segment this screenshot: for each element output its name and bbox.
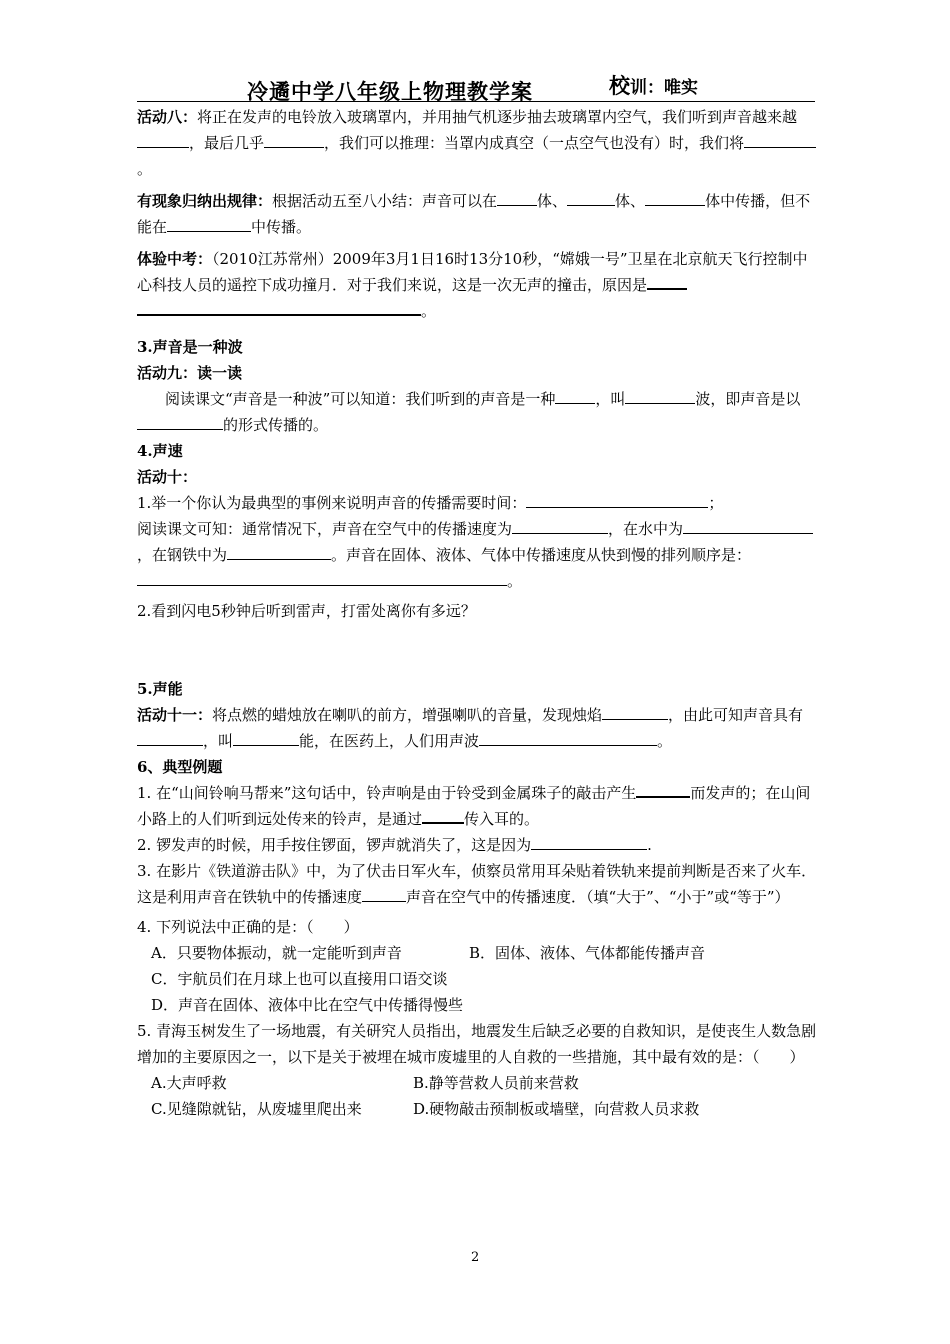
blank bbox=[137, 413, 223, 430]
page-number: 2 bbox=[471, 1250, 480, 1265]
blank bbox=[512, 517, 608, 534]
section-3-title: 3.声音是一种波 bbox=[137, 338, 243, 356]
content bbox=[137, 104, 817, 1122]
exam-question: 体验中考：（2010江苏常州）2009年3月1日16时13分10秒，“嫦娥一号”卫星在北京航天飞行控制中心科技人员的遥控下成功撞月．对于我们来说，这是一次无声的撞击，原因是 。 bbox=[137, 250, 808, 320]
section-3-text: 阅读课文“声音是一种波”可以知道：我们听到的声音是一种 ，叫 波，即声音是以的形式传播的。 bbox=[137, 386, 817, 438]
header-rule bbox=[137, 101, 815, 102]
activity-10-title: 活动十： bbox=[137, 468, 198, 486]
blank bbox=[137, 131, 189, 148]
blank bbox=[531, 833, 647, 850]
blank bbox=[744, 131, 816, 148]
header bbox=[137, 74, 817, 102]
example-5-options-ab: A.大声呼救 B.静等营救人员前来营救 bbox=[151, 1074, 579, 1092]
school-motto: 校训：唯实 bbox=[609, 73, 698, 98]
blank bbox=[137, 569, 507, 586]
activity-11: 活动十一：将点燃的蜡烛放在喇叭的前方，增强喇叭的音量，发现烛焰 ，由此可知声音具有，叫 能，在医药上，人们用声波 。 bbox=[137, 702, 817, 754]
section-5-title: 5.声能 bbox=[137, 680, 183, 698]
example-4-options-ab: A．只要物体振动，就一定能听到声音 B．固体、液体、气体都能传播声音 bbox=[151, 944, 706, 962]
blank bbox=[137, 729, 203, 746]
blank bbox=[497, 189, 537, 206]
blank bbox=[602, 703, 668, 720]
page-title: 冷遹中学八年级上物理教学案 bbox=[247, 79, 533, 104]
blank bbox=[137, 298, 421, 316]
blank bbox=[636, 780, 690, 798]
example-4-option-d: D．声音在固体、液体中比在空气中传播得慢些 bbox=[151, 996, 464, 1014]
blank bbox=[233, 729, 299, 746]
section-6-title: 6、典型例题 bbox=[137, 758, 223, 776]
example-5-options-cd: C.见缝隙就钻，从废墟里爬出来 D.硬物敲击预制板或墙壁，向营救人员求救 bbox=[151, 1100, 700, 1118]
blank bbox=[625, 387, 695, 404]
blank bbox=[555, 387, 595, 404]
rule-summary: 有现象归纳出规律：根据活动五至八小结：声音可以在 体、 体、 体中传播，但不能在 中传播。 bbox=[137, 188, 817, 240]
activity-8: 活动八：将正在发声的电铃放入玻璃罩内，并用抽气机逐步抽去玻璃罩内空气，我们听到声音越来越，最后几乎 ，我们可以推理：当罩内成真空（一点空气也没有）时，我们将。 bbox=[137, 104, 817, 182]
blank bbox=[264, 131, 324, 148]
example-3: 3. 在影片《铁道游击队》中，为了伏击日军火车，侦察员常用耳朵贴着铁轨来提前判断是否来了火车．这是利用声音在铁轨中的传播速度 声音在空气中的传播速度．（填“大于”、“小于”或“等于”） bbox=[137, 862, 817, 906]
answer-space bbox=[137, 624, 817, 676]
section-4-q2: 阅读课文可知：通常情况下，声音在空气中的传播速度为 ，在水中为，在钢铁中为 。声音在固体、液体、气体中传播速度从快到慢的排列顺序是： 。 bbox=[137, 516, 817, 594]
blank bbox=[567, 189, 615, 206]
blank bbox=[422, 806, 464, 824]
blank bbox=[167, 215, 251, 232]
blank bbox=[645, 189, 705, 206]
example-1: 1. 在“山间铃响马帮来”这句话中，铃声响是由于铃受到金属珠子的敲击产生 而发声的；在山间小路上的人们听到远处传来的铃声，是通过 传入耳的。 bbox=[137, 780, 817, 832]
example-2: 2. 锣发声的时候，用手按住锣面，锣声就消失了，这是因为 . bbox=[137, 832, 817, 858]
activity-9-title: 活动九：读一读 bbox=[137, 364, 243, 382]
blank bbox=[683, 517, 813, 534]
example-4: 4. 下列说法中正确的是：（ ） bbox=[137, 918, 359, 936]
blank bbox=[526, 491, 708, 508]
blank bbox=[647, 272, 687, 290]
section-4-title: 4.声速 bbox=[137, 442, 183, 460]
blank bbox=[479, 729, 657, 746]
section-4-q1: 1.举一个你认为最典型的事例来说明声音的传播需要时间： ； bbox=[137, 490, 817, 516]
blank bbox=[362, 885, 406, 902]
example-5: 5. 青海玉树发生了一场地震，有关研究人员指出，地震发生后缺乏必要的自救知识，是使丧生人数急剧增加的主要原因之一，以下是关于被埋在城市废墟里的人自救的一些措施，其中最有效的是：（ ） bbox=[137, 1022, 817, 1066]
blank bbox=[227, 543, 331, 560]
section-4-q3: 2.看到闪电5秒钟后听到雷声，打雷处离你有多远？ bbox=[137, 602, 476, 620]
example-4-option-c: C．宇航员们在月球上也可以直接用口语交谈 bbox=[151, 970, 448, 988]
